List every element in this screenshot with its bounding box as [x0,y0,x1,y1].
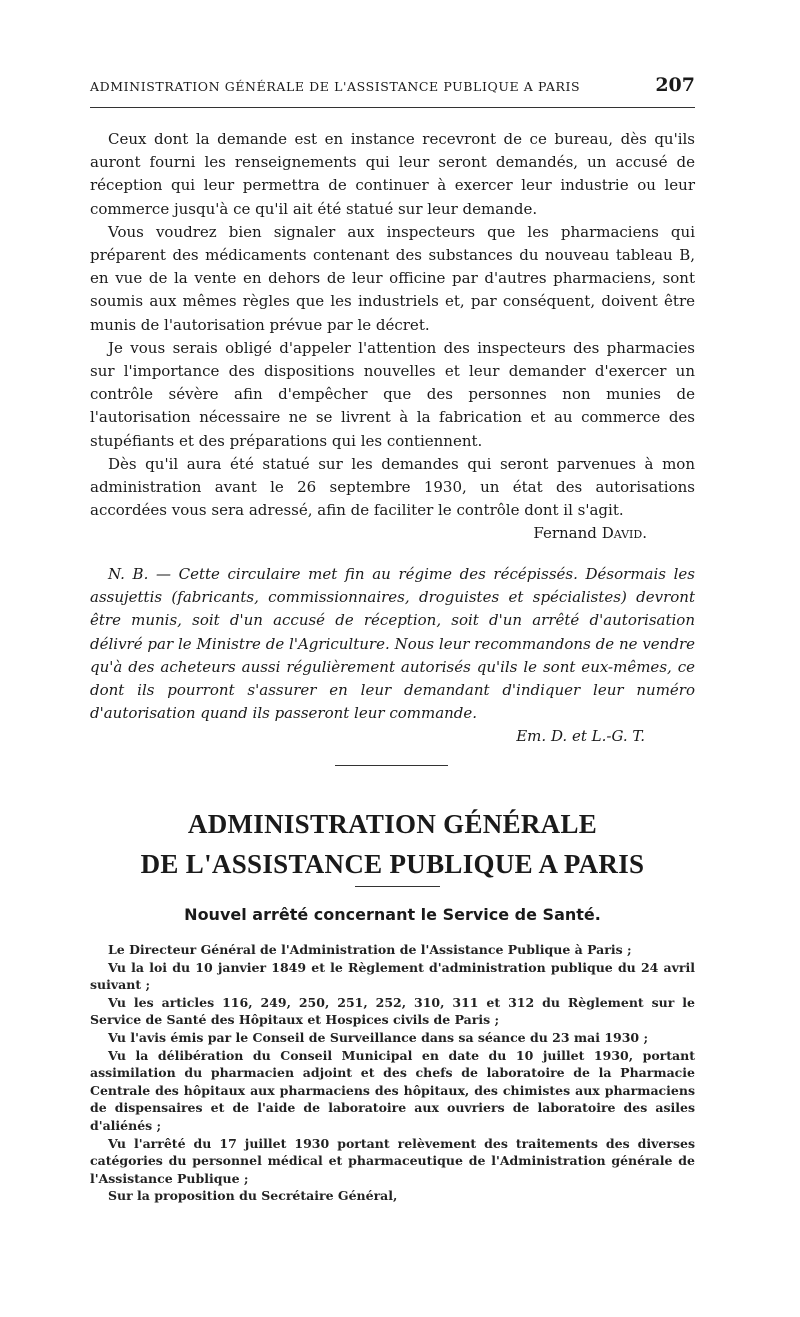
section-title-line-2: DE L'ASSISTANCE PUBLIQUE A PARIS [140,849,645,879]
circular-body [90,128,695,546]
running-head-title: ADMINISTRATION GÉNÉRALE DE L'ASSISTANCE PUBLIQUE A PARIS [90,79,581,94]
nota-bene-signature: Em. D. et L.-G. T. [516,727,645,746]
page-number: 207 [655,74,695,96]
body-paragraph: Dès qu'il aura été statué sur les demandes qui seront parvenues à mon administration avant le 26 septembre 1930, un état des autorisations accordées vous sera adressé, afin de faciliter le contrôle dont il s'agit. [90,454,695,520]
body-paragraph: Je vous serais obligé d'appeler l'attention des inspecteurs des pharmacies sur l'importance des dispositions nouvelles et leur demander d'exercer un contrôle sévère afin d'empêcher que des personnes non munies de l'autorisation nécessaire ne se livrent à la fabrication et au commerce des stupéfiants et des préparations qui les contiennent. [90,338,695,450]
signature-first-name: Fernand [533,524,597,543]
decree-line: Vu l'arrêté du 17 juillet 1930 portant relèvement des traitements des diverses catégories du personnel médical et pharmaceutique de l'Administration générale de l'Assistance Publique ; [90,1135,695,1186]
decree-line: Vu la délibération du Conseil Municipal en date du 10 juillet 1930, portant assimilation du pharmacien adjoint et des chefs de laboratoire de la Pharmacie Centrale des hôpitaux aux pharmaciens des hôpitaux, des chimistes aux pharmaciens de dispensaires et de l'aide de laboratoire aux ouvriers de laboratoire des asiles d'aliénés ; [90,1047,695,1133]
running-head [90,74,695,96]
section-title [90,804,695,884]
decree-line: Le Directeur Général de l'Administration de l'Assistance Publique à Paris ; [108,942,632,957]
decree-preamble [90,941,695,1205]
title-divider [355,886,440,887]
decree-line: Vu les articles 116, 249, 250, 251, 252, 310, 311 et 312 du Règlement sur le Service de Santé des Hôpitaux et Hospices civils de Paris ; [90,994,695,1028]
section-divider [335,765,448,766]
signature-last-name: David. [601,524,647,543]
nota-bene [90,563,695,749]
decree-line: Vu l'avis émis par le Conseil de Surveillance dans sa séance du 23 mai 1930 ; [108,1029,649,1045]
decree-line: Sur la proposition du Secrétaire Général, [108,1188,398,1204]
section-subtitle: Nouvel arrêté concernant le Service de Santé. [184,905,601,924]
header-rule [90,107,695,108]
section-title-line-1: ADMINISTRATION GÉNÉRALE [187,809,598,839]
decree-line: Vu la loi du 10 janvier 1849 et le Règlement d'administration publique du 24 avril suivant ; [90,959,695,993]
nota-bene-text: N. B. — Cette circulaire met fin au régime des récépissés. Désormais les assujettis (fabricants, commissionnaires, droguistes et spécialistes) devront être munis, soit d'un accusé de réception, soit d'un arrêté d'autorisation délivré par le Ministre de l'Agriculture. Nous leur recommandons de ne vendre qu'à des acheteurs aussi régulièrement autorisés qu'ils le sont eux-mêmes, ce dont ils pourront s'assurer en leur demandant d'indiquer leur numéro d'autorisation quand ils passeront leur commande. [90,565,695,723]
body-paragraph: Vous voudrez bien signaler aux inspecteurs que les pharmaciens qui préparent des médicaments contenant des substances du nouveau tableau B, en vue de la vente en dehors de leur officine par d'autres pharmaciens, sont soumis aux mêmes règles que les industriels et, par conséquent, doivent être munis de l'autorisation prévue par le décret. [90,222,695,334]
body-paragraph: Ceux dont la demande est en instance recevront de ce bureau, dès qu'ils auront fourni les renseignements qui leur seront demandés, un accusé de réception qui leur permettra de continuer à exercer leur industrie ou leur commerce jusqu'à ce qu'il ait été statué sur leur demande. [90,130,695,218]
signature [90,522,695,545]
